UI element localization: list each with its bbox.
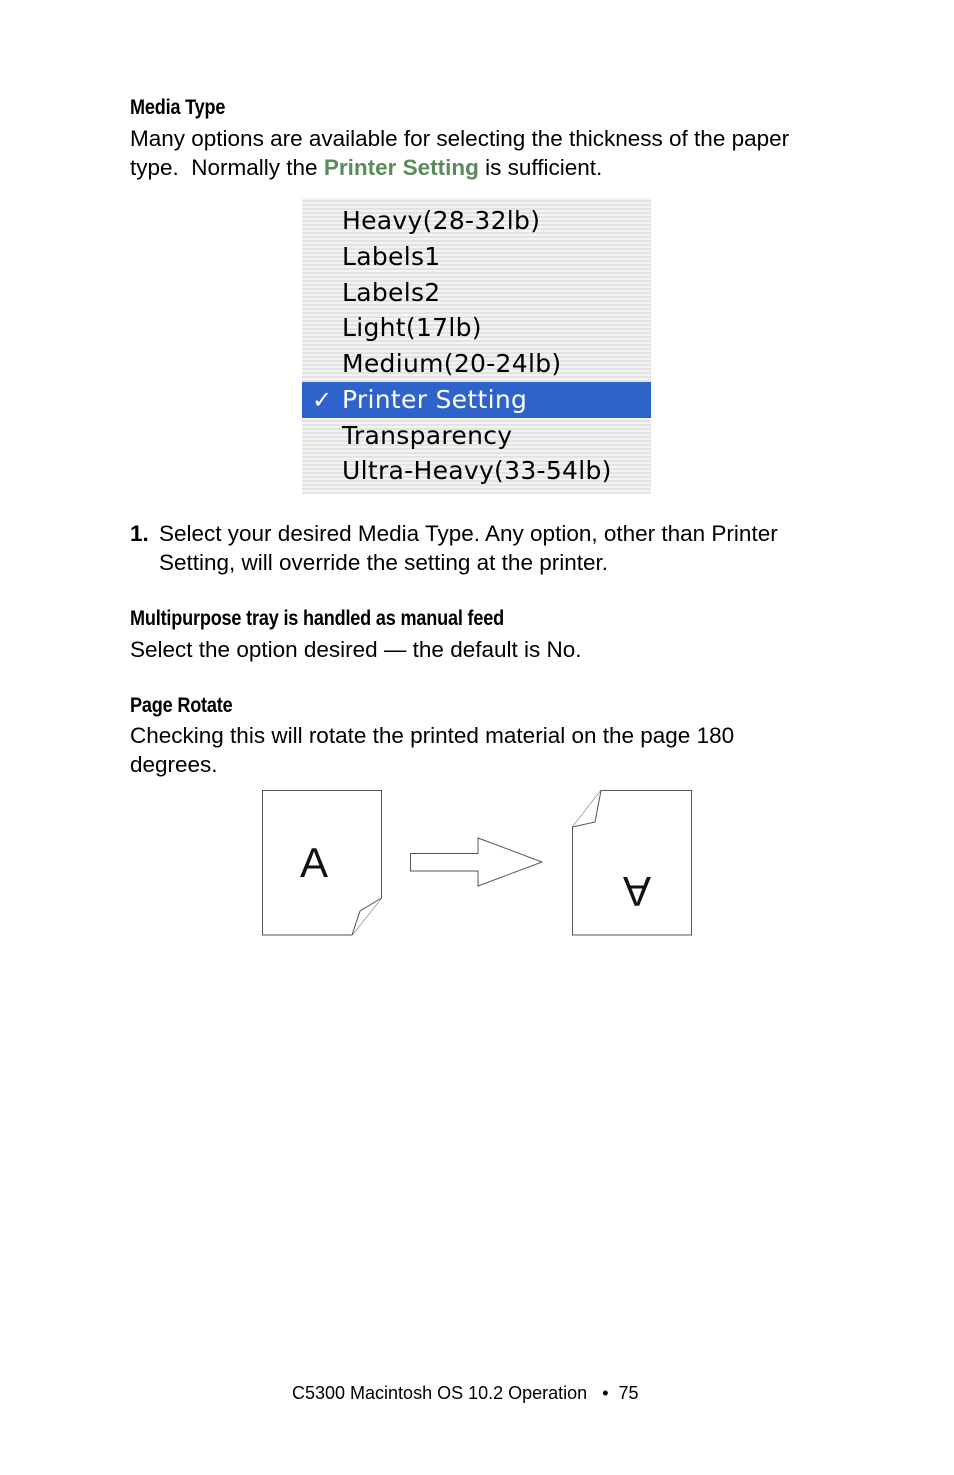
menu-item-label: Ultra-Heavy(33-54lb) (342, 456, 612, 485)
menu-item-label: Transparency (342, 421, 513, 450)
menu-item-labels2[interactable] (302, 275, 651, 311)
menu-item-label: Medium(20-24lb) (342, 349, 562, 378)
page-number: 75 (618, 1383, 639, 1403)
menu-item-medium[interactable] (302, 346, 651, 382)
checkmark-icon: ✓ (312, 386, 333, 414)
menu-item-ultra-heavy[interactable] (302, 453, 651, 489)
step1-line1: Select your desired Media Type. Any option, other than Printer (159, 521, 778, 546)
page-rotate-diagram (255, 785, 700, 945)
menu-item-label: Labels1 (342, 242, 441, 271)
text-segment: type. Normally the (130, 155, 324, 180)
menu-item-printer-setting[interactable] (302, 382, 651, 418)
media-type-description-line1: Many options are available for selecting the thickness of the paper (130, 126, 790, 151)
menu-item-labels1[interactable] (302, 239, 651, 275)
media-type-description-line2 (130, 153, 602, 182)
page-before-icon (263, 791, 382, 936)
section-heading-media-type: Media Type (130, 96, 226, 119)
page-letter-after: A (622, 868, 652, 915)
page-rotate-description-line2: degrees. (130, 752, 218, 777)
multipurpose-description: Select the option desired — the default is No. (130, 637, 582, 662)
menu-item-label: Printer Setting (342, 385, 528, 414)
page-footer (292, 1383, 639, 1404)
step-number: 1. (130, 521, 149, 546)
footer-title: C5300 Macintosh OS 10.2 Operation (292, 1383, 588, 1403)
section-heading-multipurpose-tray: Multipurpose tray is handled as manual feed (130, 607, 504, 630)
printer-setting-highlight: Printer Setting (323, 155, 479, 180)
menu-item-transparency[interactable] (302, 418, 651, 454)
right-arrow-icon (411, 838, 543, 886)
menu-item-label: Heavy(28-32lb) (342, 206, 541, 235)
step1-line2: Setting, will override the setting at the printer. (159, 550, 608, 575)
text-segment: is sufficient. (478, 155, 603, 180)
section-heading-page-rotate: Page Rotate (130, 694, 233, 717)
media-type-menu (302, 198, 651, 494)
page-letter-before: A (299, 839, 329, 886)
menu-item-label: Labels2 (342, 278, 441, 307)
page-after-icon (573, 791, 692, 936)
footer-separator: • (602, 1383, 609, 1403)
menu-item-light[interactable] (302, 310, 651, 346)
page-rotate-description-line1: Checking this will rotate the printed material on the page 180 (130, 723, 735, 748)
menu-item-heavy[interactable] (302, 203, 651, 239)
menu-item-label: Light(17lb) (342, 313, 482, 342)
